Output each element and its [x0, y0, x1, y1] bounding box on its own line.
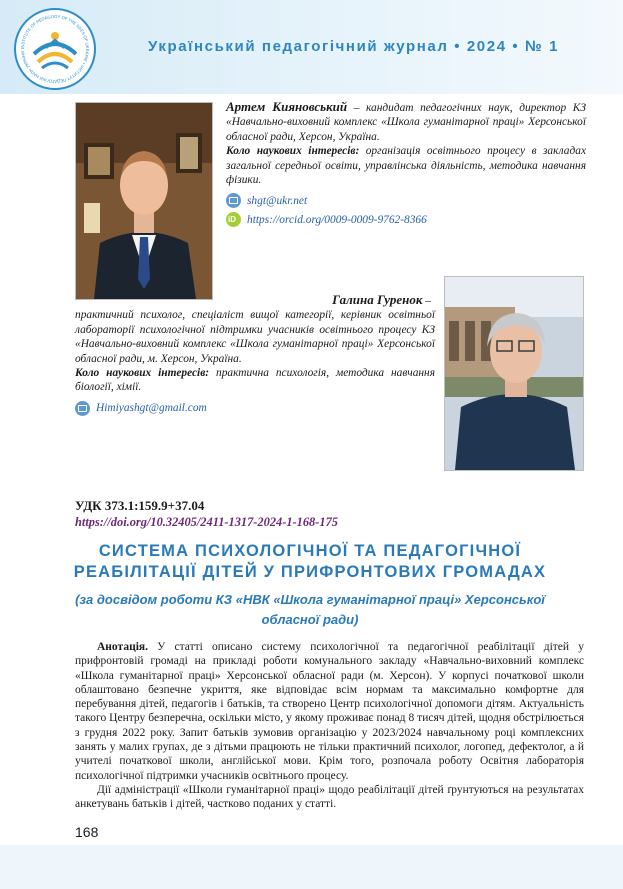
- orcid-icon: [226, 212, 241, 227]
- author-2-position: практичний психолог, спеціаліст вищої категорії, керівник освітньої лабораторії психологічної підтримки учасників освітнього процесу КЗ «Навчально-виховний комплекс «Школа гуманітарної праці» Херсонської обласної ради, м. Херсон, Україна.: [75, 309, 435, 365]
- author-1-position: – кандидат педагогічних наук, директор КЗ «Навчально-виховний комплекс «Школа гуманітарної праці» Херсонської обласної ради, Херсон, Україна.: [226, 102, 586, 143]
- author-2-info: [75, 293, 435, 416]
- author-2-interests-label: Коло наукових інтересів:: [75, 367, 210, 380]
- header-band: [0, 0, 623, 94]
- journal-logo: [14, 8, 96, 90]
- author-2-name: Галина Гуренок: [332, 292, 423, 307]
- author-2-photo: [444, 276, 584, 471]
- author-2-dash: –: [422, 295, 431, 307]
- author-1-interests: організація освітнього процесу в закладах загальної середньої освіти, управлінська діяльність, методика навчання фізики.: [226, 145, 586, 187]
- udk-code: УДК 373.1:159.9+37.04: [75, 498, 205, 513]
- author-2-email-row: [75, 401, 435, 416]
- author-1-info: [226, 100, 586, 227]
- author-1-name: Артем Кияновський: [226, 99, 348, 114]
- abstract-paragraph-1: [75, 640, 584, 783]
- author-1-interests-label: Коло наукових інтересів:: [226, 145, 360, 158]
- abstract-text-1: У статті описано систему психологічної та педагогічної реабілітації дітей у прифронтовій громаді на прикладі роботи комунального закладу «Навчально-виховний комплекс «Школа гуманітарної праці» Херсонської обласної ради (м. Херсон). У корпусі початкової школи облаштовано безпечне укриття, яке відповідає всім нормам та максимально комфортне для перебування дітей, педагогів і батьків, та створено Центр психологічної допомоги дітям. Актуальність такого Центру безперечна, оскільки місто, у якому проживає понад 8 тисяч дітей, щодня обстрілюється з грудня 2022 року. Запит батьків зумовив організацію у 2023/2024 навчальному році комплексних занять у малих групах, де з дітьми працюють не тільки практичний психолог, логопед, дефектолог, а й учителі початкової школи, англійської мови. Крім того, розпочала роботу Освітня лабораторія психологічної підтримки учасників освітнього процесу.: [75, 641, 584, 782]
- footer-band: [0, 845, 623, 889]
- email-icon: [226, 193, 241, 208]
- page-number: 168: [75, 824, 99, 840]
- author-2-email-link[interactable]: Himiyashgt@gmail.com: [96, 402, 207, 415]
- author-1-email-link[interactable]: shgt@ukr.net: [247, 194, 308, 207]
- author-1-orcid-row: [226, 212, 586, 227]
- email-icon: [75, 401, 90, 416]
- logo-ring-text: INSTITUTE OF PEDAGOGY OF THE NAES OF UKRAINE • ІНСТИТУТ ПЕДАГОГІКИ НАПН УКРАЇНИ: [19, 13, 91, 85]
- abstract-label: Анотація.: [97, 641, 148, 653]
- article-subtitle: (за досвідом роботи КЗ «НВК «Школа гуманітарної праці» Херсонської обласної ради): [75, 592, 545, 627]
- author-1-orcid-link[interactable]: https://orcid.org/0009-0009-9762-8366: [247, 213, 427, 226]
- journal-title: Український педагогічний журнал • 2024 • № 1: [148, 38, 560, 55]
- article-title: СИСТЕМА ПСИХОЛОГІЧНОЇ ТА ПЕДАГОГІЧНОЇ РЕАБІЛІТАЦІЇ ДІТЕЙ У ПРИФРОНТОВИХ ГРОМАДАХ: [73, 542, 547, 581]
- abstract: [75, 640, 584, 812]
- author-1-email-row: [226, 193, 586, 208]
- author-1-photo: [75, 102, 213, 300]
- svg-text:INSTITUTE OF PEDAGOGY OF THE N: [20, 14, 90, 84]
- author-2-interests: практична психологія, методика навчання біології, хімії.: [75, 367, 435, 394]
- doi-link[interactable]: https://doi.org/10.32405/2411-1317-2024-1-168-175: [75, 515, 338, 529]
- abstract-paragraph-2: Дії адміністрації «Школи гуманітарної праці» щодо реабілітації дітей ґрунтуються на результатах анкетувань батьків і дітей, частково поданих у статті.: [75, 783, 584, 811]
